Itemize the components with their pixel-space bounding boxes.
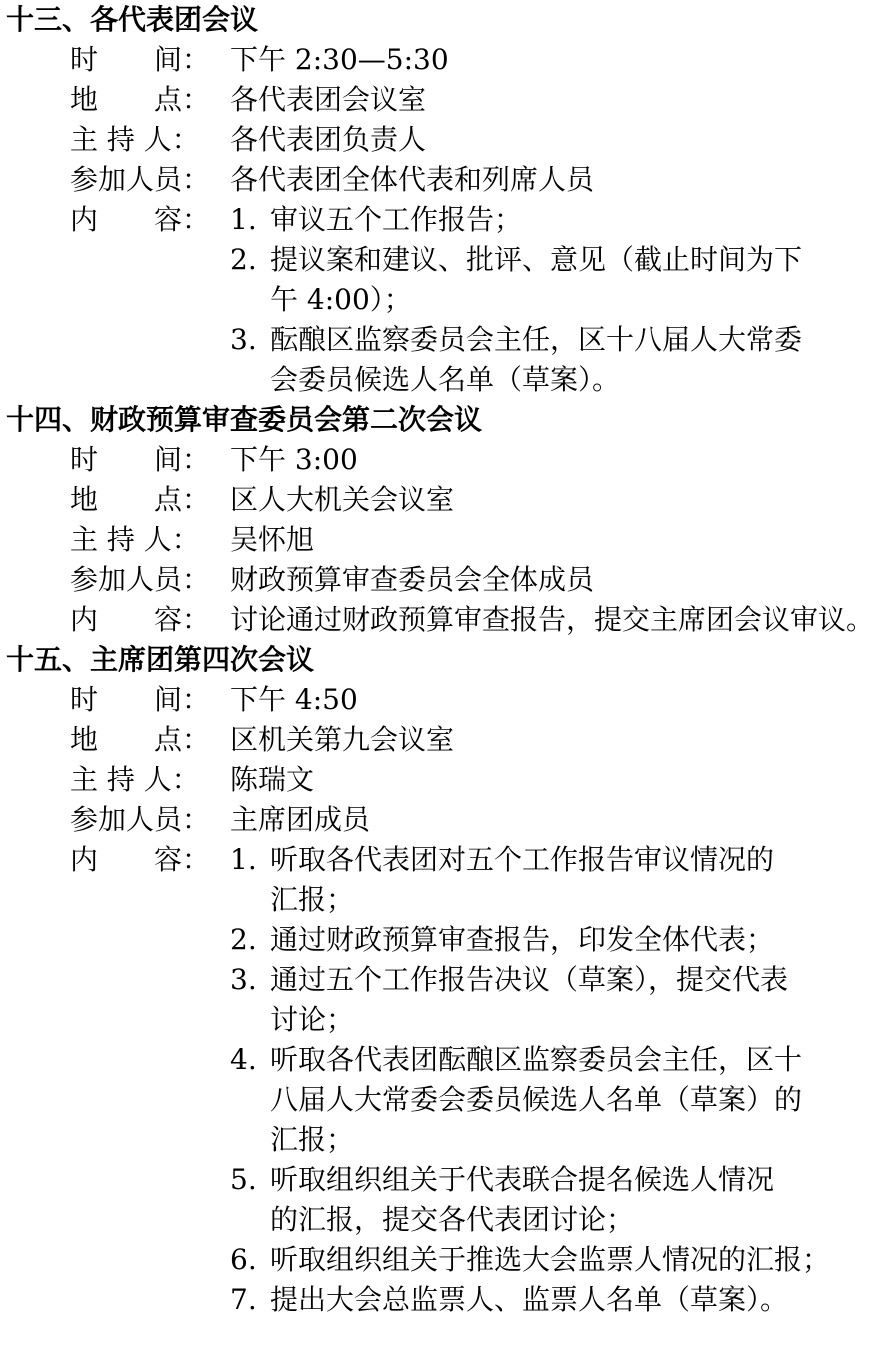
place-label: 地 点： xyxy=(70,83,211,116)
place-row xyxy=(0,480,890,520)
content-list xyxy=(230,200,860,400)
host-label: 主 持 人： xyxy=(70,763,200,796)
item-number: 2. xyxy=(230,923,257,956)
time-label: 时 间： xyxy=(70,683,211,716)
host-label: 主 持 人： xyxy=(70,523,200,556)
item-text: 通过财政预算审查报告，印发全体代表； xyxy=(270,923,775,956)
content-list xyxy=(230,840,860,1320)
list-item xyxy=(230,960,860,1040)
list-item xyxy=(230,200,860,240)
item-text: 审议五个工作报告； xyxy=(270,203,523,236)
list-item xyxy=(230,1240,860,1280)
item-text: 提出大会总监票人、监票人名单（草案）。 xyxy=(270,1283,789,1316)
attendees-row xyxy=(0,560,890,600)
place-label: 地 点： xyxy=(70,723,211,756)
content-value: 讨论通过财政预算审查报告，提交主席团会议审议。 xyxy=(230,603,875,636)
list-item xyxy=(230,920,860,960)
item-number: 3. xyxy=(230,963,257,996)
host-row xyxy=(0,120,890,160)
host-value: 各代表团负责人 xyxy=(230,123,427,156)
time-label: 时 间： xyxy=(70,43,211,76)
place-label: 地 点： xyxy=(70,483,211,516)
host-value: 吴怀旭 xyxy=(230,523,315,556)
section-15 xyxy=(0,640,890,1320)
place-value: 区机关第九会议室 xyxy=(230,723,455,756)
section-title: 十五、主席团第四次会议 xyxy=(6,643,315,676)
content-label: 内 容： xyxy=(70,843,211,876)
item-text: 听取各代表团酝酿区监察委员会主任，区十 八届人大常委会委员候选人名单（草案）的 汇报； xyxy=(270,1043,803,1156)
host-row xyxy=(0,520,890,560)
attendees-label: 参加人员： xyxy=(70,563,211,596)
item-number: 7. xyxy=(230,1283,257,1316)
list-item xyxy=(230,1040,860,1160)
host-value: 陈瑞文 xyxy=(230,763,315,796)
item-number: 1. xyxy=(230,203,257,236)
item-number: 2. xyxy=(230,243,257,276)
content-row xyxy=(0,600,890,640)
attendees-label: 参加人员： xyxy=(70,803,211,836)
item-text: 听取各代表团对五个工作报告审议情况的 汇报； xyxy=(270,843,775,916)
section-title: 十四、财政预算审查委员会第二次会议 xyxy=(6,403,483,436)
content-row xyxy=(0,200,890,400)
attendees-value: 主席团成员 xyxy=(230,803,371,836)
section-title: 十三、各代表团会议 xyxy=(6,3,259,36)
time-row xyxy=(0,40,890,80)
list-item xyxy=(230,840,860,920)
content-label: 内 容： xyxy=(70,603,211,636)
section-13 xyxy=(0,0,890,400)
attendees-row xyxy=(0,160,890,200)
list-item xyxy=(230,320,860,400)
content-row xyxy=(0,840,890,1320)
attendees-label: 参加人员： xyxy=(70,163,211,196)
section-14 xyxy=(0,400,890,640)
time-value: 下午 3:00 xyxy=(230,443,358,476)
item-number: 1. xyxy=(230,843,257,876)
item-text: 提议案和建议、批评、意见（截止时间为下 午 4:00）； xyxy=(270,243,803,316)
place-value: 各代表团会议室 xyxy=(230,83,427,116)
attendees-value: 财政预算审查委员会全体成员 xyxy=(230,563,595,596)
item-number: 6. xyxy=(230,1243,257,1276)
item-number: 3. xyxy=(230,323,257,356)
host-row xyxy=(0,760,890,800)
list-item xyxy=(230,240,860,320)
item-text: 通过五个工作报告决议（草案），提交代表 讨论； xyxy=(270,963,789,1036)
content-label: 内 容： xyxy=(70,203,211,236)
time-value: 下午 2:30—5:30 xyxy=(230,43,449,76)
attendees-row xyxy=(0,800,890,840)
item-text: 听取组织组关于推选大会监票人情况的汇报； xyxy=(270,1243,831,1276)
host-label: 主 持 人： xyxy=(70,123,200,156)
time-row xyxy=(0,440,890,480)
time-row xyxy=(0,680,890,720)
list-item xyxy=(230,1280,860,1320)
item-text: 听取组织组关于代表联合提名候选人情况 的汇报，提交各代表团讨论； xyxy=(270,1163,775,1236)
place-row xyxy=(0,720,890,760)
item-number: 4. xyxy=(230,1043,257,1076)
place-value: 区人大机关会议室 xyxy=(230,483,455,516)
list-item xyxy=(230,1160,860,1240)
time-label: 时 间： xyxy=(70,443,211,476)
item-text: 酝酿区监察委员会主任，区十八届人大常委 会委员候选人名单（草案）。 xyxy=(270,323,803,396)
place-row xyxy=(0,80,890,120)
item-number: 5. xyxy=(230,1163,257,1196)
time-value: 下午 4:50 xyxy=(230,683,358,716)
attendees-value: 各代表团全体代表和列席人员 xyxy=(230,163,595,196)
